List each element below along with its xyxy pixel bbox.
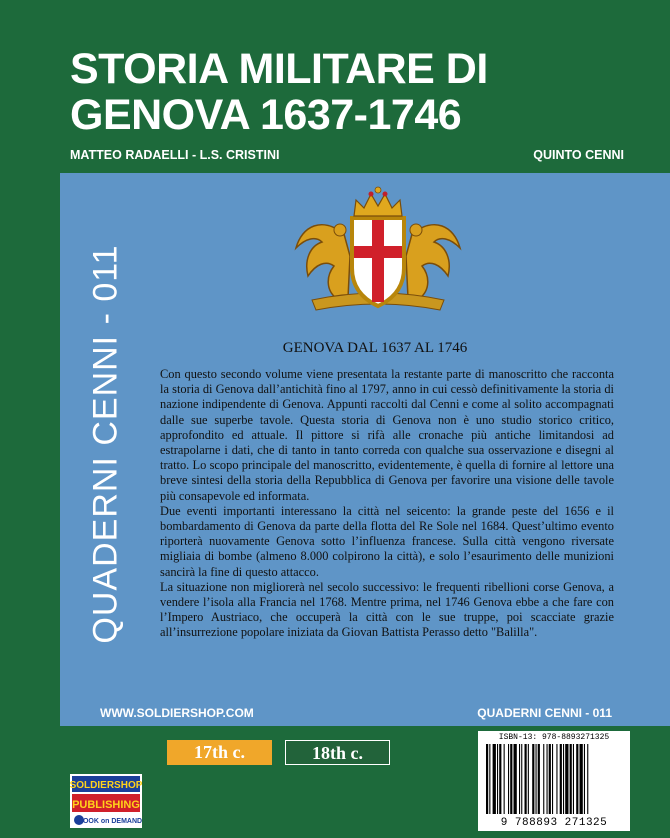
title-line-2: GENOVA 1637-1746 <box>70 91 462 139</box>
paragraph-2: Due eventi importanti interessano la città nel seicento: la grande peste del 1656 e il bombardamento di Genova da parte della flotta del Re Sole nel 1684. Quest’ultimo evento riporterà nuovamente Genova sotto l’influenza francese. Sulla città vengono riversate migliaia di bombe (almeno 8.000 colpirono la città), e solo l’esaurimento delle munizioni sancirà la fine di questo attacco. <box>160 503 614 579</box>
logo-line-2: PUBLISHING <box>72 799 140 811</box>
isbn-label: ISBN-13: 978-8893271325 <box>498 733 610 742</box>
series-number: QUADERNI CENNI - 011 <box>477 706 612 720</box>
series-spine <box>83 184 129 704</box>
barcode <box>478 731 630 831</box>
series-spine-text: QUADERNI CENNI - 011 <box>86 244 125 644</box>
publisher-logo <box>70 774 142 828</box>
book-title <box>70 46 660 138</box>
century-17-badge: 17th c. <box>167 740 272 765</box>
paragraph-3: La situazione non migliorerà nel secolo successivo: le frequenti ribellioni corse Genova, a vendere l’isola alla Francia nel 1768. Mentre prima, nel 1746 Genova ebbe a che fare con l’Impero Austriaco, che occuperà la città con le sue truppe, poi scacciate grazie all’insurrezione popolare iniziata da Giovan Battista Perasso detto "Balilla". <box>160 579 614 640</box>
barcode-digits: 9 788893 271325 <box>500 817 608 829</box>
century-18-badge: 18th c. <box>285 740 390 765</box>
subtitle: GENOVA DAL 1637 AL 1746 <box>282 340 468 356</box>
logo-line-1: SOLDIERSHOP <box>70 780 142 791</box>
website-link[interactable]: WWW.SOLDIERSHOP.COM <box>100 706 254 720</box>
paragraph-1: Con questo secondo volume viene presentata la restante parte di manoscritto che racconta la storia di Genova dall’antichità fino al 1797, anno in cui cessò definitivamente la storia di nazione indipendente di Genova. Appunti raccolti dal Cenni e come al solito accompagnati dalle sue superbe tavole. Questa storia di Genova non è uno studio storico critico, approfondito ed attuale. Il pittore si rifà alle cronache più antiche limitandosi ad estrapolarne i dati, che di tanto in tanto correda con qualche sua osservazione e disegni al tratto. Lo scopo principale del manoscritto, evidentemente, è quella di fornire al lettore una breve sintesi della storia della Repubblica di Genova per favorire una visione delle tavole più consapevole ed informata. <box>160 367 614 503</box>
barcode-bars-icon <box>484 744 624 814</box>
authors: MATTEO RADAELLI - L.S. CRISTINI <box>70 148 280 162</box>
illustrator: QUINTO CENNI <box>533 148 624 162</box>
description-text <box>160 367 614 641</box>
title-line-1: STORIA MILITARE DI <box>70 45 488 93</box>
logo-line-3: BOOK on DEMAND <box>77 818 142 825</box>
genoa-coat-of-arms-icon <box>292 186 464 318</box>
